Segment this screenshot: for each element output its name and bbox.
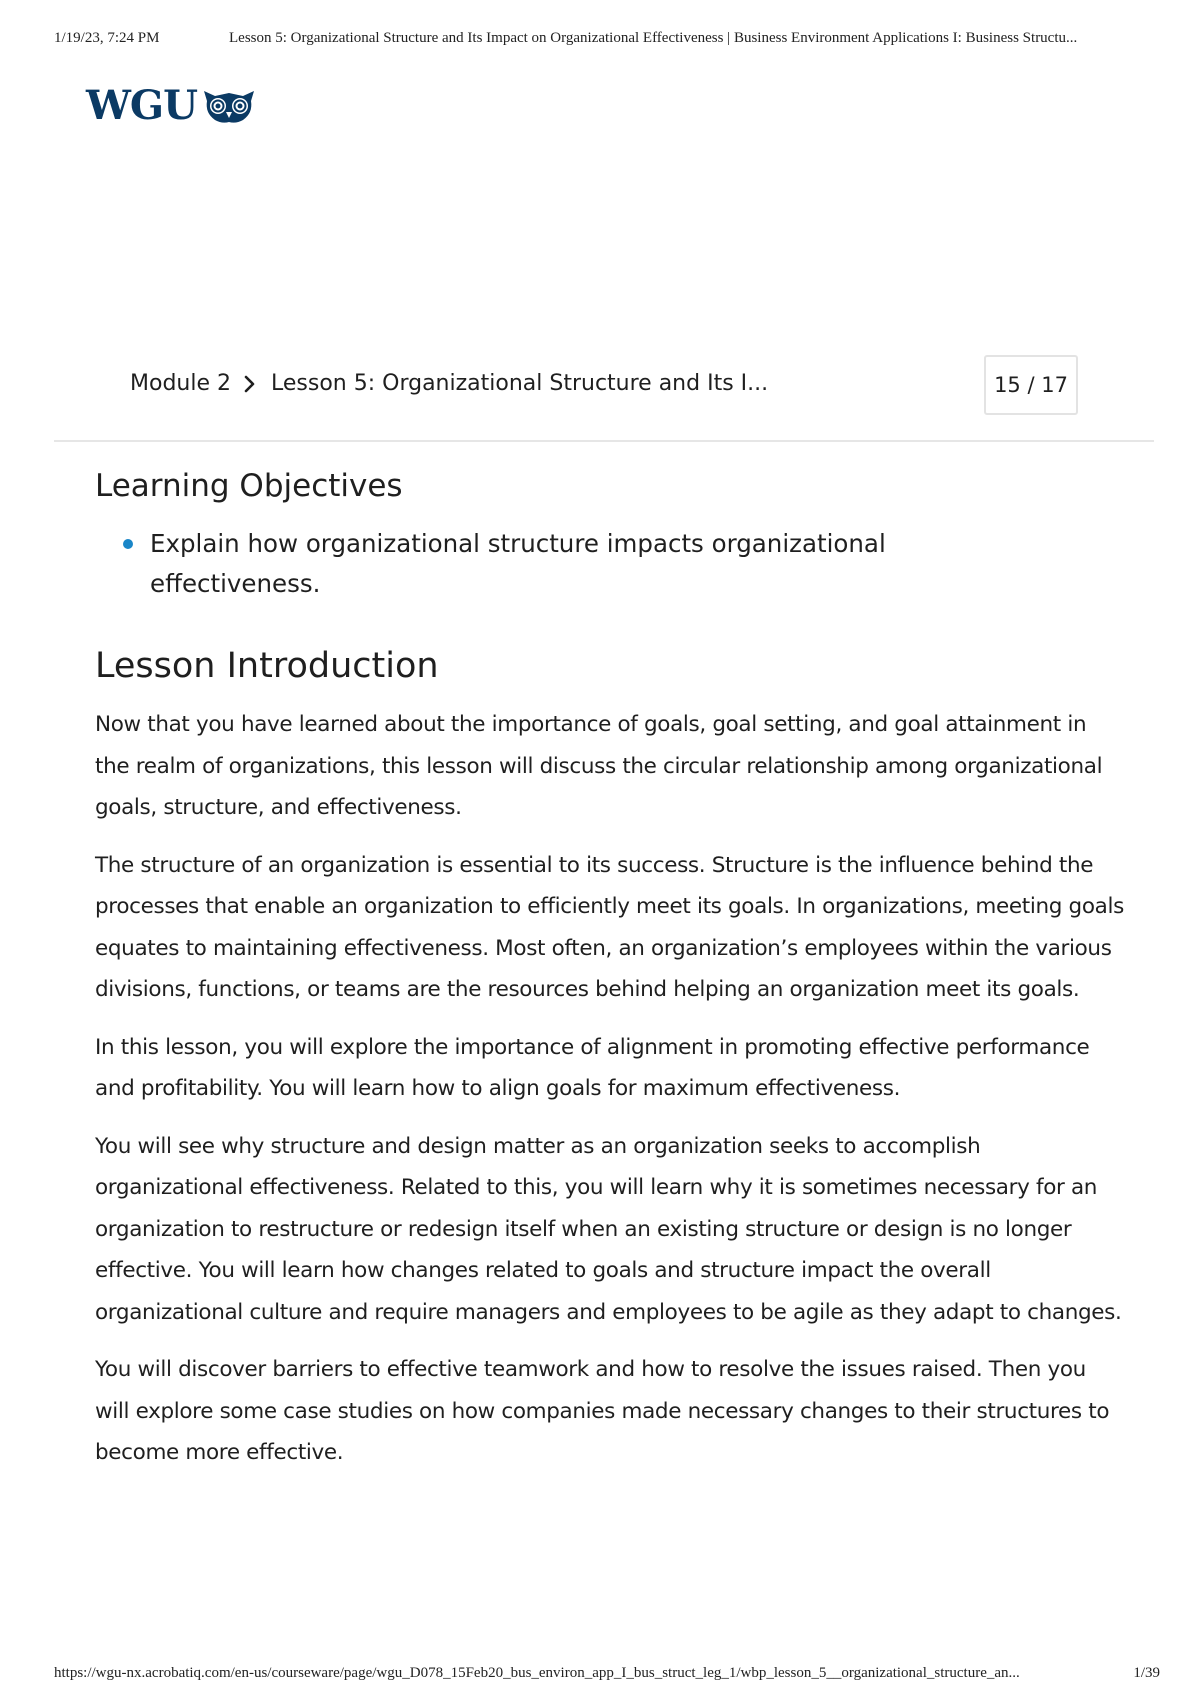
intro-paragraph-4: You will see why structure and design matter as an organization seeks to accomplish organizational effectiveness. Related to this, you will learn why it is sometimes necessary for an organization to restructure or redesign itself when an existing structure or design is no longer effective. You will learn how changes related to goals and structure impact the overall organizational culture and require managers and employees to be agile as they adapt to changes. [95,1133,1122,1325]
intro-paragraph-2: The structure of an organization is essential to its success. Structure is the influence behind the processes that enable an organization to efficiently meet its goals. In organizations, meeting goals equates to maintaining effectiveness. Most often, an organization’s employees within the various divisions, functions, or teams are the resources behind helping an organization meet its goals. [95,852,1124,1002]
logo-text: WGU [86,82,197,129]
objectives-list [95,524,1125,604]
print-header [54,30,1160,52]
print-datetime: 1/19/23, 7:24 PM [54,30,160,46]
bullet-icon [123,539,133,549]
print-url: https://wgu-nx.acrobatiq.com/en-us/courseware/page/wgu_D078_15Feb20_bus_environ_app_I_bus_struct_leg_1/wbp_lesson_5__organizational_structure_an... [54,1665,1020,1681]
lesson-nav-bar [54,355,1154,441]
breadcrumb-module-link[interactable]: Module 2 [130,371,231,396]
breadcrumb [130,371,768,396]
intro-paragraph-3: In this lesson, you will explore the importance of alignment in promoting effective performance and profitability. You will learn how to align goals for maximum effectiveness. [95,1034,1090,1101]
objective-text: Explain how organizational structure impacts organizational effectiveness. [150,529,886,598]
breadcrumb-lesson-link[interactable]: Lesson 5: Organizational Structure and Its I... [271,371,769,396]
wgu-logo[interactable] [86,84,257,128]
chevron-right-icon [243,374,257,394]
owl-icon [201,87,257,125]
print-page-number: 1/39 [1133,1665,1160,1681]
lesson-content [95,468,1125,1490]
print-page-title: Lesson 5: Organizational Structure and Its Impact on Organizational Effectiveness | Business Environment Applications I: Business Structu... [229,30,1078,46]
lesson-introduction-heading: Lesson Introduction [95,646,439,686]
intro-paragraph-5: You will discover barriers to effective teamwork and how to resolve the issues raised. Then you will explore some case studies on how companies made necessary changes to their structures to become more effective. [95,1357,1110,1465]
learning-objectives-heading: Learning Objectives [95,468,403,504]
print-footer [54,1665,1160,1687]
nav-divider [54,440,1154,442]
page-counter-button[interactable]: 15 / 17 [984,355,1078,415]
intro-paragraph-1: Now that you have learned about the importance of goals, goal setting, and goal attainment in the realm of organizations, this lesson will discuss the circular relationship among organizational goals, structure, and effectiveness. [95,712,1103,820]
objective-item [150,524,970,604]
